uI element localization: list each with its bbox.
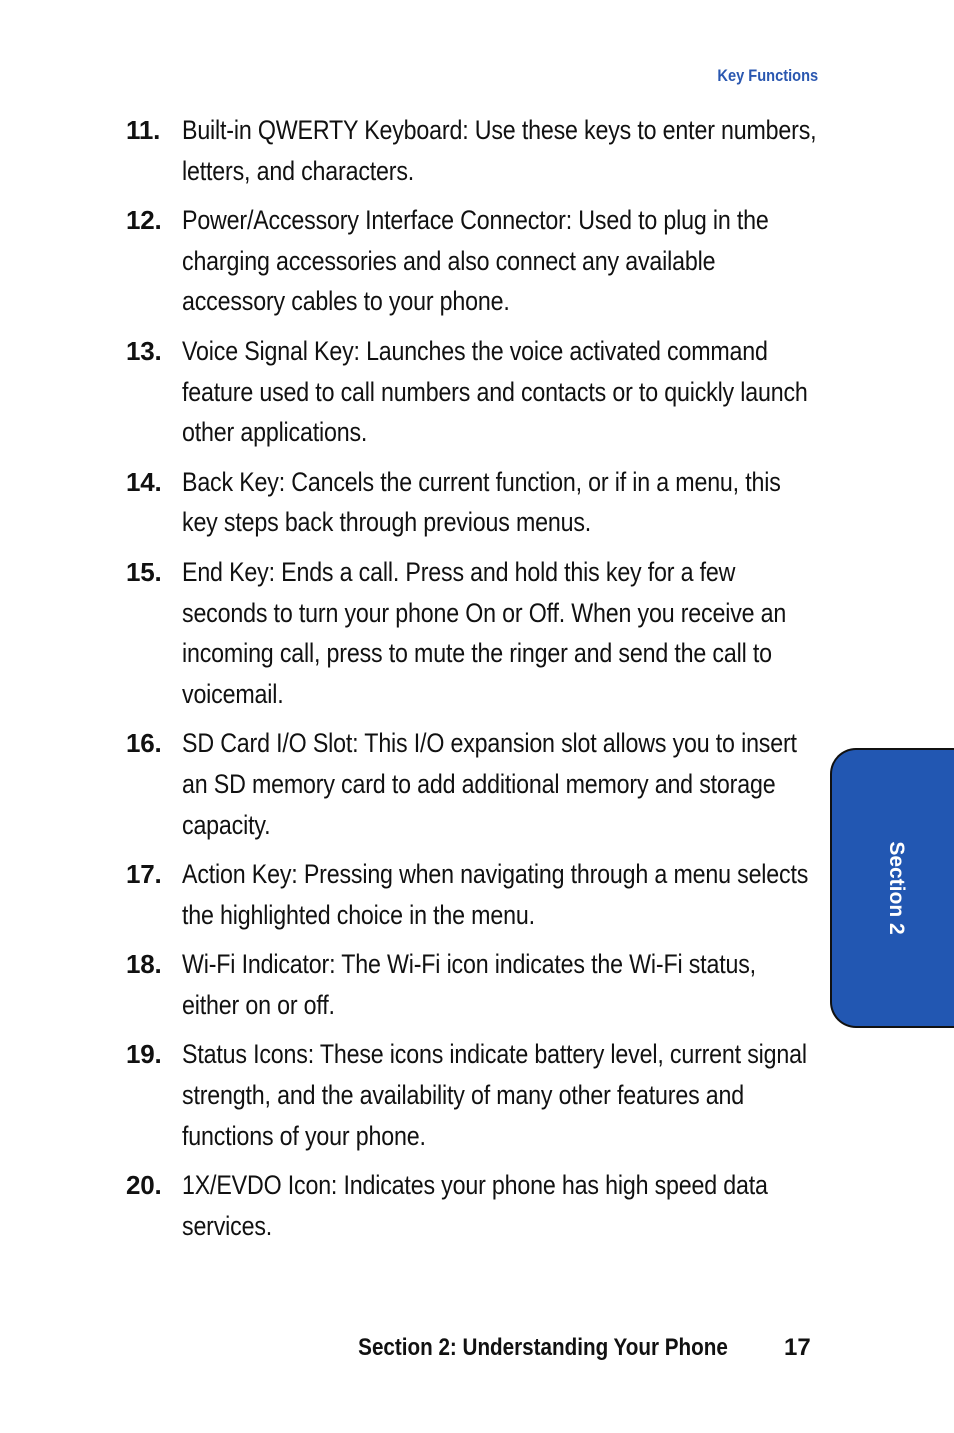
item-number: 17.: [126, 859, 162, 890]
item-number: 18.: [126, 949, 162, 980]
list-item: [126, 331, 826, 453]
section-tab-label: Section 2: [885, 841, 908, 935]
item-number: 20.: [126, 1170, 162, 1201]
item-number: 13.: [126, 335, 162, 366]
item-text: Back Key: Cancels the current function, or if in a menu, this key steps back through previous menus.: [182, 466, 781, 538]
item-text: SD Card I/O Slot: This I/O expansion slot allows you to insert an SD memory card to add additional memory and storage capacity.: [182, 728, 797, 840]
list-item: [126, 552, 826, 714]
item-number: 11.: [126, 115, 161, 145]
item-text: Wi-Fi Indicator: The Wi-Fi icon indicates the Wi-Fi status, either on or off.: [182, 949, 756, 1020]
item-number: 12.: [126, 205, 162, 236]
item-text: Voice Signal Key: Launches the voice activated command feature used to call numbers and contacts or to quickly launch other applications.: [182, 335, 808, 448]
running-header: Key Functions: [717, 66, 818, 85]
key-functions-list: [126, 110, 826, 1255]
list-item: [126, 944, 826, 1025]
item-text: End Key: Ends a call. Press and hold this key for a few seconds to turn your phone On or Off. When you receive an incoming call, press to mute the ringer and send the call to voicemail.: [182, 556, 787, 709]
item-text: Status Icons: These icons indicate battery level, current signal strength, and the availability of many other features and functions of your phone.: [182, 1039, 807, 1151]
page-number: 17: [784, 1334, 811, 1361]
item-number: 15.: [126, 556, 162, 587]
item-number: 19.: [126, 1039, 162, 1070]
list-item: [126, 462, 826, 543]
page-footer: [0, 1334, 954, 1368]
item-number: 16.: [126, 728, 162, 759]
item-text: Action Key: Pressing when navigating through a menu selects the highlighted choice in the menu.: [182, 859, 809, 930]
item-text: Power/Accessory Interface Connector: Used to plug in the charging accessories and also connect any available accessory cables to your phone.: [182, 205, 769, 317]
item-number: 14.: [126, 466, 162, 497]
list-item: [126, 1165, 826, 1246]
item-text: 1X/EVDO Icon: Indicates your phone has high speed data services.: [182, 1170, 768, 1241]
item-text: Built-in QWERTY Keyboard: Use these keys to enter numbers, letters, and characters.: [182, 115, 817, 186]
footer-section-title: Section 2: Understanding Your Phone: [358, 1334, 728, 1361]
list-item: [126, 723, 826, 845]
list-item: [126, 854, 826, 935]
list-item: [126, 1034, 826, 1156]
list-item: [126, 110, 826, 191]
section-tab: [830, 748, 954, 1028]
list-item: [126, 200, 826, 322]
